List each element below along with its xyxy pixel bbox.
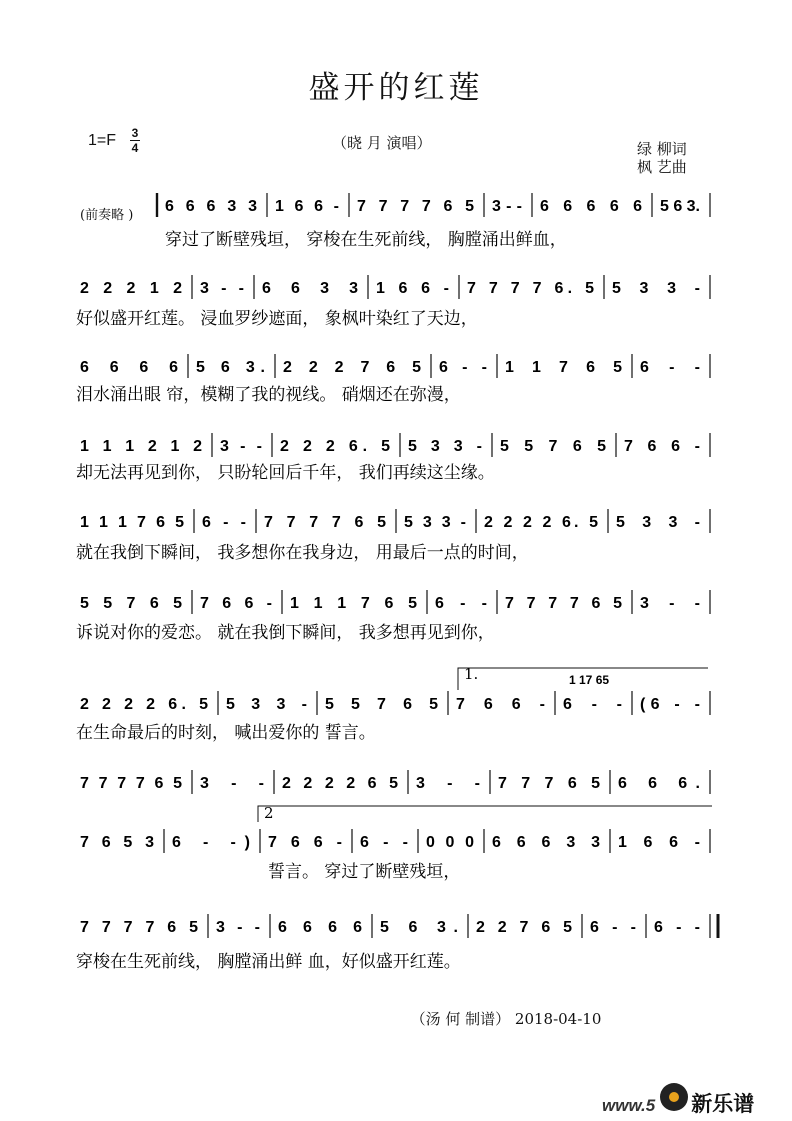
lyric-line: 誓言。 穿过了断壁残垣，	[268, 862, 461, 882]
grace-notes: 1 17 65	[569, 673, 610, 687]
measure-notes: 1 1 1 7 6 5	[290, 595, 417, 612]
measure-notes: 1 1 7 6 5	[505, 359, 622, 376]
measure-notes: 6 - -	[640, 359, 700, 376]
lyric-line: 诉说对你的爱恋。 就在我倒下瞬间， 我多想再见到你，	[76, 623, 495, 643]
measure-notes: 5 5 7 6 5	[500, 438, 606, 455]
measure-notes: 6 6 6 3 3	[165, 198, 257, 215]
measure-notes: 2 2 2 2 6. 5	[484, 514, 598, 531]
lyric-line: 穿过了断壁残垣， 穿梭在生死前线， 胸膛涌出鲜血，	[165, 230, 567, 250]
measure-notes: 3 - -	[416, 775, 480, 792]
measure-notes: 6 6 6 6	[278, 919, 362, 936]
composer-credit: 枫 艺曲	[637, 158, 687, 176]
watermark-brand: 新乐谱	[691, 1093, 755, 1116]
transcriber-credit: （汤 何 制谱） 2018-04-10	[410, 1010, 602, 1028]
measure-notes: 5 5 7 6 5	[325, 696, 438, 713]
measure-notes: 6 - -)	[172, 834, 250, 851]
measure-notes: 6 6 6 3 3	[492, 834, 600, 851]
measure-notes: 7 6 5 3	[80, 834, 154, 851]
lyric-line: 却无法再见到你， 只盼轮回后千年， 我们再续这尘缘。	[76, 463, 495, 483]
measure-notes: 1 1 1 7 6 5	[80, 514, 184, 531]
time-sig-bottom: 4	[131, 141, 139, 155]
measure-notes: 7 7 7 7 6 5	[357, 198, 474, 215]
measure-notes: 6 - -	[202, 514, 246, 531]
measure-notes: 1 6 6 -	[376, 280, 449, 297]
barlines-layer	[157, 193, 718, 938]
measure-notes: 6 6 6 6 6	[540, 198, 642, 215]
measure-notes: 5 5 7 6 5	[80, 595, 182, 612]
measure-notes: 1 1 1 2 1 2	[80, 438, 202, 455]
measure-notes: 5 3 3 -	[612, 280, 700, 297]
measure-notes: 6 - -	[439, 359, 487, 376]
measure-notes: 7 7 7 7 6 5	[505, 595, 622, 612]
measure-notes: 6 - -	[360, 834, 408, 851]
volta-1-label: 1.	[464, 665, 479, 683]
lyric-line: 就在我倒下瞬间， 我多想你在我身边， 用最后一点的时间，	[76, 543, 529, 563]
measure-notes: (6 - -	[640, 696, 700, 713]
annotations-layer	[258, 665, 712, 822]
measure-notes: 2 2 7 6 5	[476, 919, 572, 936]
lyricist-credit: 绿 柳词	[637, 140, 687, 158]
measure-notes: 5 3 3 -	[616, 514, 700, 531]
measure-notes: 7 7 7 7 6 5	[80, 775, 182, 792]
song-title: 盛开的红莲	[308, 70, 484, 106]
measure-notes: 3 - -	[200, 775, 264, 792]
measure-notes: 0 0 0	[426, 834, 474, 851]
measure-notes: 6 6 3 3	[262, 280, 358, 297]
measure-notes: 6 - -	[563, 696, 622, 713]
time-sig-top: 3	[131, 126, 139, 140]
measure-notes: 7 7 7 7 6 5	[264, 514, 386, 531]
volta-2-bracket	[258, 806, 712, 822]
measure-notes: 7 7 7 7 6. 5	[467, 280, 594, 297]
measure-notes: 5 3 3 -	[226, 696, 307, 713]
measure-notes: 2 2 2 7 6 5	[283, 359, 421, 376]
measure-notes: 7 6 6 -	[200, 595, 272, 612]
measure-notes: 3 - -	[640, 595, 700, 612]
lyric-line: 穿梭在生死前线， 胸膛涌出鲜 血，好似盛开红莲。	[76, 952, 461, 972]
measure-notes: 5 6 3.	[380, 919, 458, 936]
measure-notes: 1 6 6 -	[275, 198, 339, 215]
measure-notes: 6 6 6 6	[80, 359, 178, 376]
measure-notes: 2 2 2 2 6. 5	[80, 696, 208, 713]
measure-notes: 6 - -	[590, 919, 636, 936]
measure-notes: 5 6 3.	[660, 198, 700, 215]
measure-notes: 3 - -	[216, 919, 260, 936]
measure-notes: 1 6 6 -	[618, 834, 700, 851]
lyric-line: 泪水涌出眼 帘，模糊了我的视线。 硝烟还在弥漫，	[76, 385, 461, 405]
lyric-line: 在生命最后的时刻， 喊出爱你的 誓言。	[76, 723, 376, 743]
intro-note: (前奏略 )	[80, 208, 134, 223]
volta-2-label: 2	[264, 804, 274, 822]
measure-notes: 6 - -	[435, 595, 487, 612]
singer-credit: （晓 月 演唱）	[332, 134, 432, 152]
measure-notes: 3 - -	[220, 438, 262, 455]
measure-notes: 7 6 6 -	[624, 438, 700, 455]
measure-notes: 7 7 7 6 5	[498, 775, 600, 792]
key-signature: 1=F	[88, 132, 117, 149]
measure-notes: 5 3 3 -	[404, 514, 466, 531]
measure-notes: 6 6 6.	[618, 775, 700, 792]
measure-notes: 7 7 7 7 6 5	[80, 919, 198, 936]
measure-notes: 3 - -	[492, 198, 522, 215]
lyric-line: 好似盛开红莲。 浸血罗纱遮面， 象枫叶染红了天边，	[76, 309, 478, 329]
measure-notes: 7 6 6 -	[456, 696, 545, 713]
measure-notes: 6 - -	[654, 919, 700, 936]
measure-notes: 7 6 6 -	[268, 834, 342, 851]
measure-notes: 2 2 2 6. 5	[280, 438, 390, 455]
watermark-site: www.5	[602, 1096, 656, 1115]
measure-notes: 2 2 2 1 2	[80, 280, 182, 297]
measure-notes: 5 6 3.	[196, 359, 265, 376]
measure-notes: 5 3 3 -	[408, 438, 482, 455]
measure-notes: 3 - -	[200, 280, 244, 297]
measure-notes: 2 2 2 2 6 5	[282, 775, 398, 792]
